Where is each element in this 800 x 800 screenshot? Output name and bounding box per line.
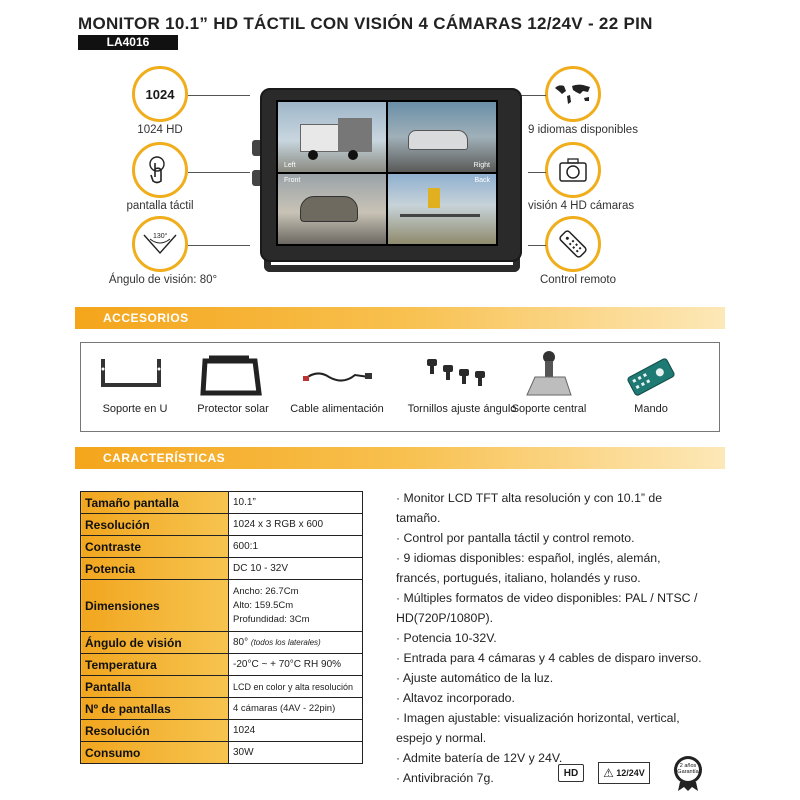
spec-value-line: Profundidad: 3Cm (233, 613, 310, 625)
list-item: · Imagen ajustable: visualización horizontal, vertical, espejo y normal. (396, 711, 680, 745)
spec-value: 10.1” (229, 492, 363, 514)
warranty-seal-icon (668, 752, 708, 792)
features-bullet-list (396, 488, 706, 788)
specs-table (80, 491, 363, 764)
table-row (81, 580, 363, 632)
remote-icon (623, 357, 679, 397)
spec-key: Tamaño pantalla (81, 492, 229, 514)
world-map-icon-svg (553, 82, 593, 106)
accessories-heading: ACCESORIOS (103, 311, 189, 325)
table-row (81, 632, 363, 654)
table-row (81, 676, 363, 698)
hd-badge (558, 764, 584, 782)
list-item: · Múltiples formatos de video disponibles: PAL / NTSC / HD(720P/1080P). (396, 591, 698, 625)
touch-finger-icon (132, 142, 188, 198)
angle-screws-icon (421, 355, 491, 391)
callout-line (188, 245, 250, 246)
page-title: MONITOR 10.1” HD TÁCTIL CON VISIÓN 4 CÁMARAS 12/24V - 22 PIN (78, 14, 653, 33)
viewing-angle-icon-svg (140, 229, 180, 259)
spec-key: Dimensiones (81, 580, 229, 632)
spec-key: Pantalla (81, 676, 229, 698)
callout-line (528, 245, 546, 246)
accessory-label: Soporte en U (102, 403, 168, 415)
monitor-screen (276, 100, 498, 246)
cam-label-back: Back (474, 177, 490, 184)
callout-line (528, 172, 546, 173)
list-item: · Altavoz incorporado. (396, 691, 515, 705)
table-row (81, 492, 363, 514)
viewing-angle-icon (132, 216, 188, 272)
feature-label-remote: Control remoto (539, 274, 617, 286)
table-row (81, 742, 363, 764)
feature-label-angle: Ángulo de visión: 80° (108, 274, 218, 286)
u-bracket-icon (99, 355, 163, 395)
spec-key: Nº de pantallas (81, 698, 229, 720)
spec-key: Resolución (81, 720, 229, 742)
accessories-box (80, 342, 720, 432)
callout-line (188, 95, 250, 96)
callout-line (520, 95, 546, 96)
product-code-badge: LA4016 (78, 35, 178, 50)
list-item: · Potencia 10-32V. (396, 631, 497, 645)
camera-view-front (278, 174, 386, 244)
center-mount-icon (521, 347, 577, 399)
accessory-label: Cable alimentación (290, 403, 384, 415)
spec-key: Consumo (81, 742, 229, 764)
spec-value: -20°C ~ + 70°C RH 90% (229, 654, 363, 676)
spec-key: Contraste (81, 536, 229, 558)
spec-value-line: Alto: 159.5Cm (233, 599, 294, 611)
list-item: · Antivibración 7g. (396, 771, 494, 785)
sun-visor-icon (199, 353, 263, 397)
voltage-badge (598, 762, 650, 784)
spec-value: 1024 (229, 720, 363, 742)
feature-label-resolution: 1024 HD (137, 124, 183, 136)
table-row (81, 720, 363, 742)
table-row (81, 536, 363, 558)
list-item: · Monitor LCD TFT alta resolución y con 10.1” de tamaño. (396, 491, 663, 525)
angle-badge-text: 130° (153, 233, 168, 240)
camera-icon (545, 142, 601, 198)
characteristics-heading-bar (75, 447, 725, 469)
feature-label-languages: 9 idiomas disponibles (528, 124, 638, 136)
list-item: · Control por pantalla táctil y control remoto. (396, 531, 635, 545)
accessory-label: Soporte central (511, 403, 587, 415)
spec-key: Potencia (81, 558, 229, 580)
warranty-text: 2 años Garantía (677, 763, 699, 775)
remote-control-icon (545, 216, 601, 272)
camera-view-left (278, 102, 386, 172)
spec-value: LCD en color y alta resolución (229, 676, 363, 698)
table-row (81, 698, 363, 720)
camera-icon-svg (557, 156, 589, 184)
camera-view-back (388, 174, 496, 244)
cam-label-right: Right (473, 162, 490, 169)
spec-key: Ángulo de visión (81, 632, 229, 654)
warning-icon: ⚠ (603, 766, 614, 780)
spec-key: Temperatura (81, 654, 229, 676)
spec-value-angle (229, 632, 363, 654)
world-map-icon (545, 66, 601, 122)
spec-value-dimensions (229, 580, 363, 632)
resolution-badge (132, 66, 188, 122)
accessory-label: Tornillos ajuste ángulo (407, 403, 517, 415)
remote-control-icon-svg (556, 227, 590, 261)
spec-value-line: Ancho: 26.7Cm (233, 585, 299, 597)
table-row (81, 514, 363, 536)
table-row (81, 654, 363, 676)
cam-label-front: Front (284, 177, 301, 184)
spec-note: (todos los laterales) (250, 638, 321, 647)
monitor-product-image (260, 88, 522, 262)
characteristics-heading: CARACTERÍSTICAS (103, 451, 226, 465)
spec-value: 4 cámaras (4AV - 22pin) (229, 698, 363, 720)
camera-view-right (388, 102, 496, 172)
power-cable-icon (303, 365, 373, 389)
spec-value: 1024 x 3 RGB x 600 (229, 514, 363, 536)
list-item: · Entrada para 4 cámaras y 4 cables de disparo inverso. (396, 651, 702, 665)
cam-label-left: Left (284, 162, 296, 169)
accessories-heading-bar (75, 307, 725, 329)
accessory-label: Mando (634, 403, 668, 415)
list-item: · Admite batería de 12V y 24V. (396, 751, 563, 765)
spec-value: 600:1 (229, 536, 363, 558)
voltage-badge-text: 12/24V (616, 768, 645, 778)
spec-value: 80° (233, 637, 249, 648)
hd-badge-text: HD (563, 767, 579, 779)
accessory-label: Protector solar (197, 403, 269, 415)
resolution-badge-text: 1024 (145, 86, 175, 102)
table-row (81, 558, 363, 580)
spec-value: 30W (229, 742, 363, 764)
spec-key: Resolución (81, 514, 229, 536)
list-item: · 9 idiomas disponibles: español, inglés, alemán, francés, portugués, italiano, holandés y ruso. (396, 551, 661, 585)
feature-label-cameras: visión 4 HD cámaras (528, 200, 635, 212)
spec-value: DC 10 - 32V (229, 558, 363, 580)
callout-line (188, 172, 250, 173)
touch-finger-icon-svg (143, 153, 177, 187)
feature-label-touch: pantalla táctil (126, 200, 194, 212)
list-item: · Ajuste automático de la luz. (396, 671, 554, 685)
